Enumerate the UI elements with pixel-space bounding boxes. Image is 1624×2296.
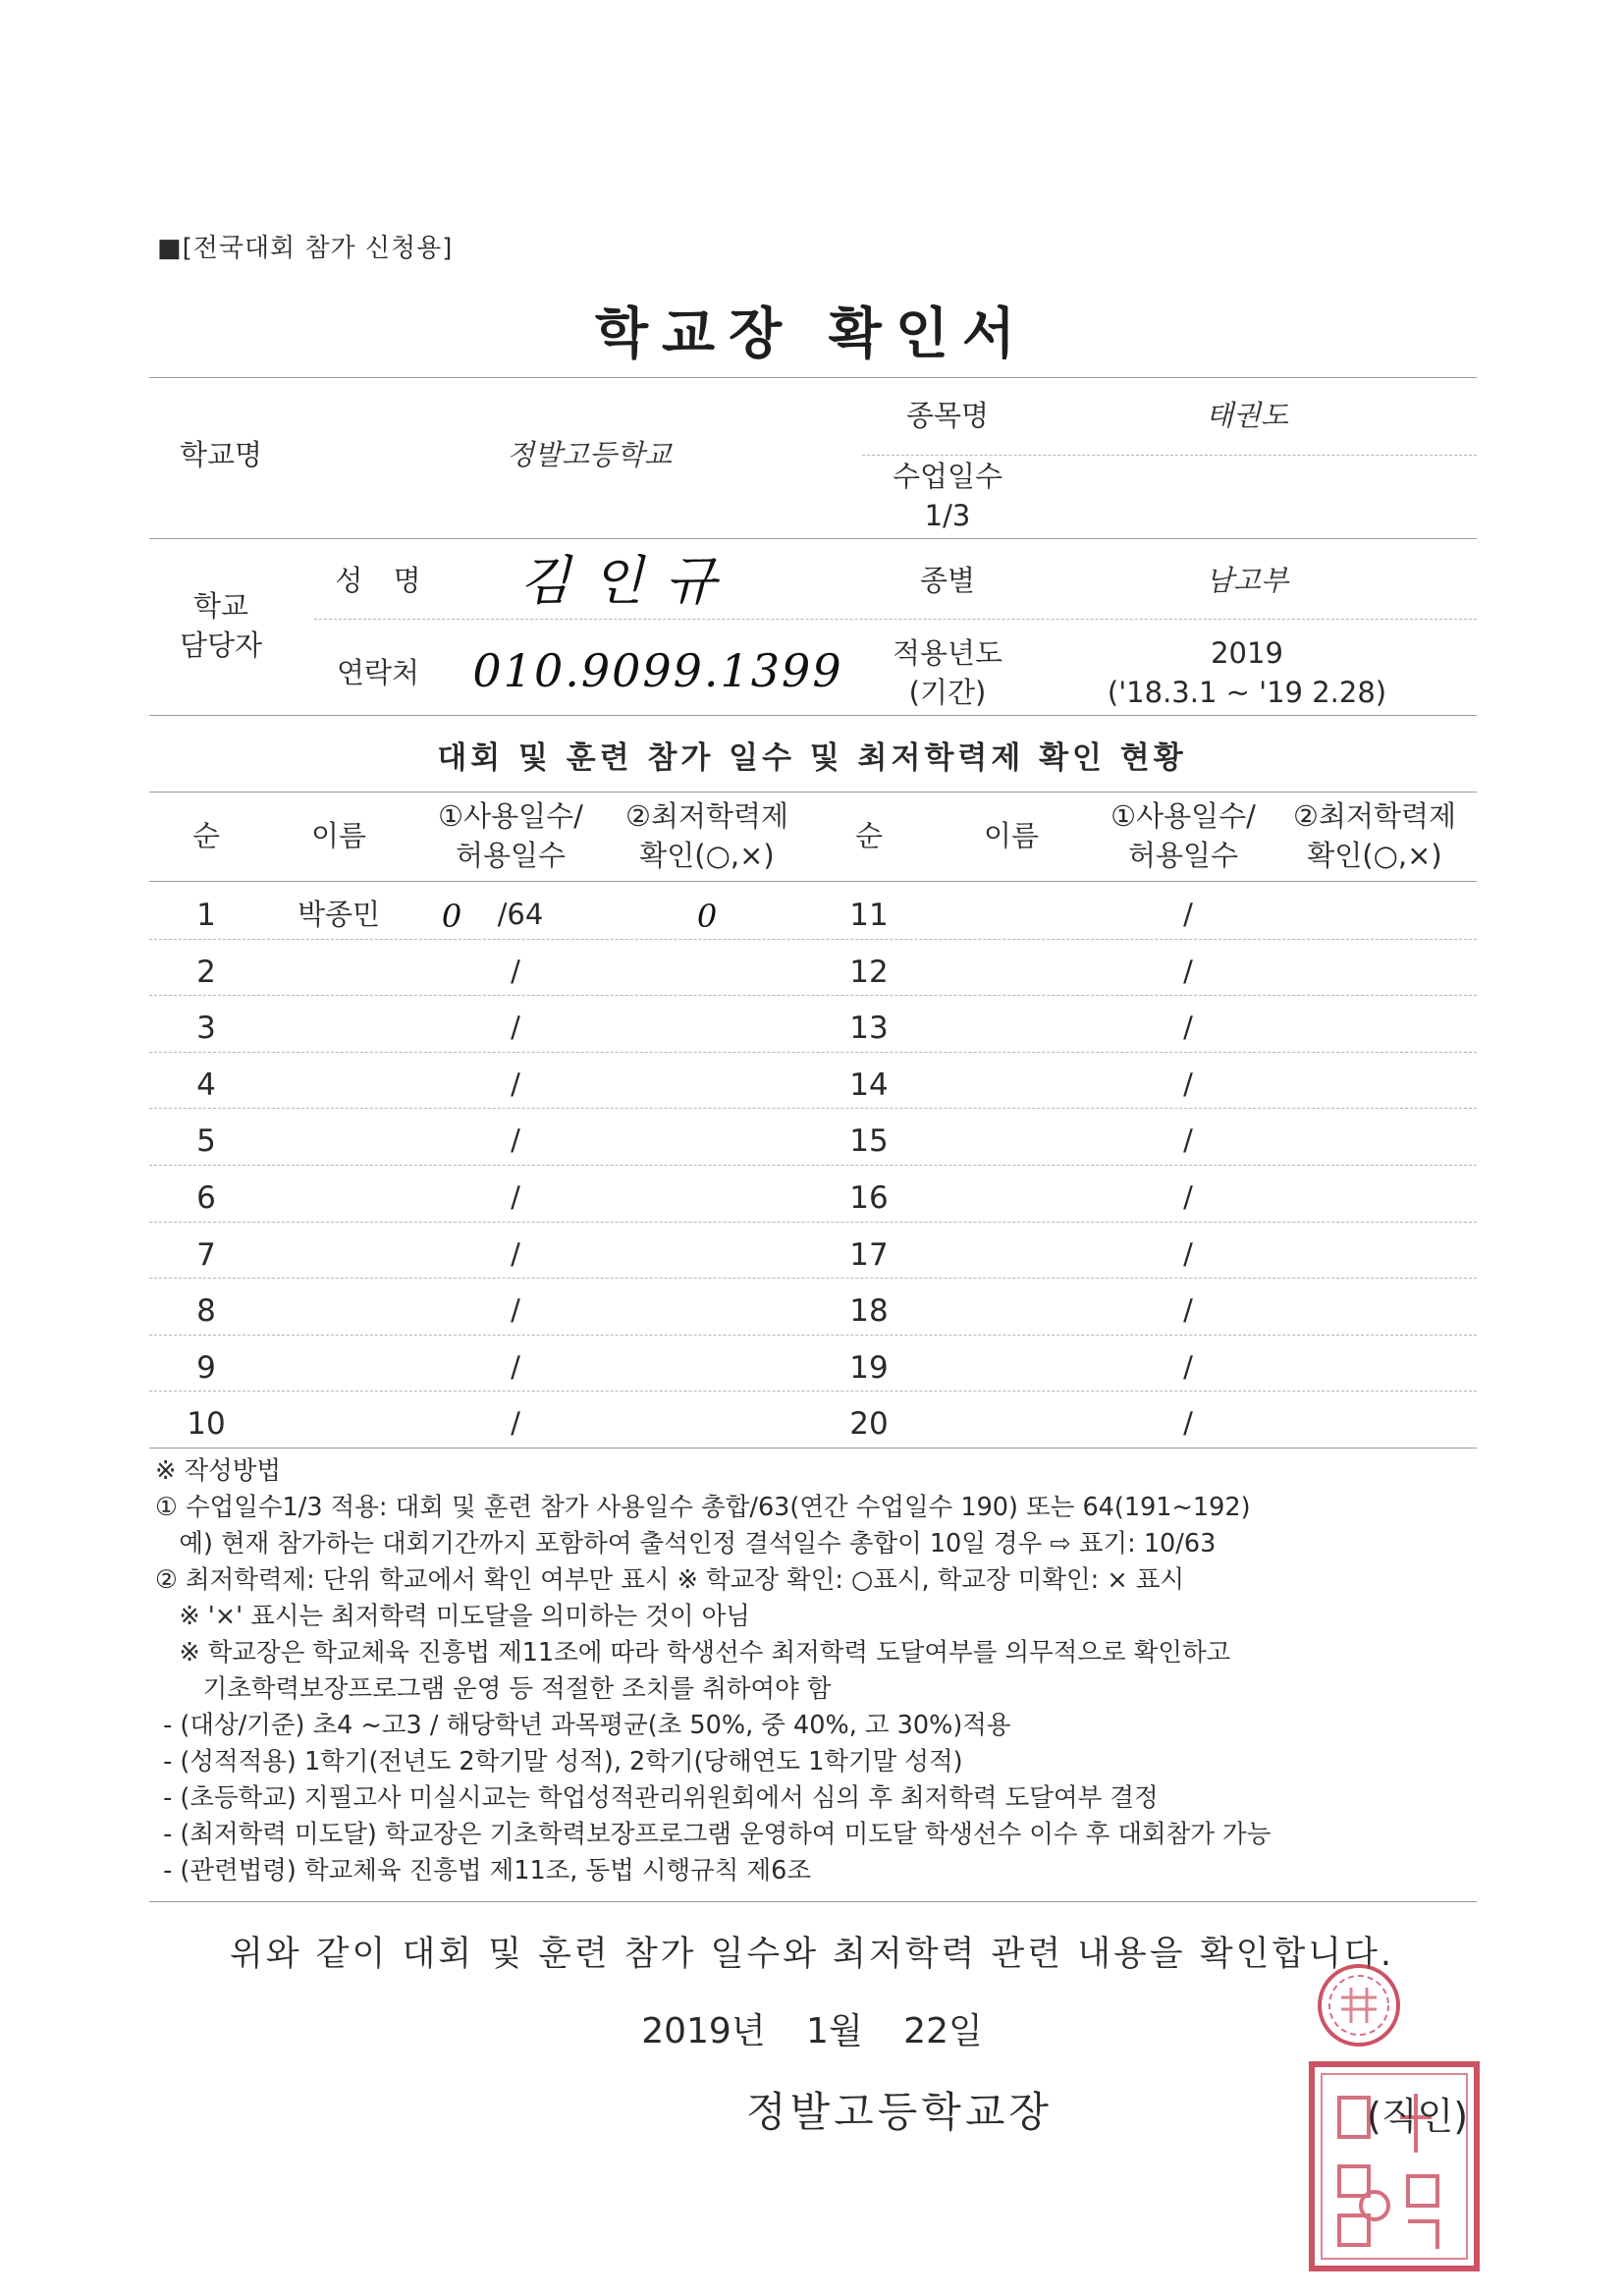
row-number: 15 — [849, 1123, 889, 1160]
instructions — [155, 1453, 1490, 1889]
row-allowed-days: / — [1183, 1180, 1193, 1214]
principal-name: 정발고등학교장 — [746, 2088, 1054, 2136]
instruction-line: - (최저학력 미도달) 학교장은 기초학력보장프로그램 운영하여 미도달 학생선수 이수 후 대회참가 가능 — [155, 1820, 1272, 1849]
year-period-label: (기간) — [908, 676, 987, 709]
row-allowed-days: / — [1183, 1293, 1193, 1328]
round-seal-icon — [1312, 1958, 1406, 2052]
instruction-line: - (대상/기준) 초4 ~고3 / 해당학년 과목평균(초 50%, 중 40%, 고 30%)적용 — [155, 1711, 1011, 1740]
manager-label-1: 학교 — [192, 589, 249, 623]
row-number: 2 — [196, 954, 216, 990]
row-number: 16 — [849, 1180, 889, 1216]
instruction-line: 예) 현재 참가하는 대회기간까지 포함하여 출석인정 결석일수 총합이 10일 경우 ⇨ 표기: 10/63 — [155, 1529, 1217, 1558]
col-name: 이름 — [310, 819, 367, 852]
row-allowed-days: / — [511, 1293, 520, 1328]
school-name-label: 학교명 — [179, 438, 263, 471]
school-name-value: 정발고등학교 — [506, 438, 673, 471]
row-allowed-days: / — [511, 1406, 520, 1441]
divider — [149, 715, 1477, 716]
sport-value: 태권도 — [1205, 399, 1289, 432]
divider — [149, 1901, 1477, 1902]
row-used-days: 0 — [441, 898, 462, 935]
row-check: 0 — [696, 898, 718, 935]
col-no: 순 — [191, 819, 220, 852]
row-number: 4 — [196, 1066, 216, 1103]
manager-label-2: 담당자 — [179, 629, 263, 662]
row-number: 20 — [849, 1406, 889, 1443]
row-allowed-days: / — [511, 1123, 520, 1158]
row-allowed-days: /64 — [497, 898, 544, 931]
row-number: 13 — [849, 1011, 889, 1047]
sport-label: 종목명 — [905, 399, 990, 432]
col-check-1: ②최저학력제 — [624, 799, 789, 833]
row-allowed-days: / — [1183, 1349, 1193, 1384]
row-divider — [149, 939, 1477, 940]
row-number: 7 — [196, 1236, 216, 1273]
row-allowed-days: / — [511, 954, 520, 988]
row-number: 1 — [196, 898, 216, 933]
instruction-line: 기초학력보장프로그램 운영 등 적절한 조치를 취하여야 함 — [155, 1674, 832, 1704]
col-check-1-right: ②최저학력제 — [1292, 799, 1457, 833]
table-top-border — [149, 792, 1477, 793]
row-number: 8 — [196, 1293, 216, 1330]
division-label: 종별 — [919, 564, 976, 597]
instruction-line: - (관련법령) 학교체육 진흥법 제11조, 동법 시행규칙 제6조 — [155, 1856, 812, 1886]
row-allowed-days: / — [1183, 1011, 1193, 1045]
row-allowed-days: / — [1183, 1123, 1193, 1158]
divider — [149, 538, 1477, 539]
col-days-2: 허용일수 — [455, 839, 567, 872]
row-divider — [149, 1335, 1477, 1336]
col-days-1: ①사용일수/ — [438, 799, 583, 833]
divider — [314, 619, 1477, 620]
instruction-line: - (성적적용) 1학기(전년도 2학기말 성적), 2학기(당해연도 1학기말 성적) — [155, 1747, 963, 1777]
row-allowed-days: / — [1183, 1236, 1193, 1271]
year-label: 적용년도 — [892, 636, 1003, 670]
signature-date: 2019년 1월 22일 — [641, 2011, 983, 2051]
instruction-line: ① 수업일수1/3 적용: 대회 및 훈련 참가 사용일수 총합/63(연간 수업일수 190) 또는 64(191~192) — [155, 1493, 1251, 1522]
row-number: 5 — [196, 1123, 216, 1160]
row-divider — [149, 1052, 1477, 1053]
confirmation-text: 위와 같이 대회 및 훈련 참가 일수와 최저학력 관련 내용을 확인합니다. — [229, 1935, 1395, 1974]
document-title: 학교장 확인서 — [594, 302, 1030, 366]
instruction-line: - (초등학교) 지필고사 미실시교는 학업성적관리위원회에서 심의 후 최저학력 도달여부 결정 — [155, 1783, 1159, 1813]
contact-value: 010.9099.1399 — [472, 644, 843, 697]
row-number: 3 — [196, 1011, 216, 1047]
row-number: 19 — [849, 1349, 889, 1386]
row-name: 박종민 — [297, 898, 381, 931]
row-number: 17 — [849, 1236, 889, 1273]
row-divider — [149, 1222, 1477, 1223]
row-number: 18 — [849, 1293, 889, 1330]
instruction-line: ※ 학교장은 학교체육 진흥법 제11조에 따라 학생선수 최저학력 도달여부를 의무적으로 확인하고 — [155, 1638, 1231, 1667]
col-check-2: 확인(○,×) — [639, 839, 775, 872]
col-name-right: 이름 — [983, 819, 1040, 852]
form-tag: ■[전국대회 참가 신청용] — [157, 234, 454, 263]
row-number: 6 — [196, 1180, 216, 1216]
row-allowed-days: / — [511, 1066, 520, 1101]
name-label: 성 명 — [335, 564, 421, 597]
row-allowed-days: / — [1183, 954, 1193, 988]
table-header-border — [149, 881, 1477, 882]
manager-name-value: 김인규 — [518, 550, 738, 612]
section-title: 대회 및 훈련 참가 일수 및 최저학력제 확인 현황 — [437, 740, 1187, 776]
row-number: 9 — [196, 1349, 216, 1386]
col-days-1-right: ①사용일수/ — [1110, 799, 1256, 833]
row-allowed-days: / — [1183, 898, 1193, 931]
divider — [149, 377, 1477, 378]
row-divider — [149, 1108, 1477, 1109]
row-allowed-days: / — [511, 1011, 520, 1045]
col-check-2-right: 확인(○,×) — [1307, 839, 1442, 872]
row-allowed-days: / — [1183, 1066, 1193, 1101]
division-value: 남고부 — [1205, 564, 1289, 597]
contact-label: 연락처 — [336, 656, 420, 689]
row-divider — [149, 995, 1477, 996]
period-value: ('18.3.1 ~ '19 2.28) — [1107, 676, 1387, 709]
row-divider — [149, 1448, 1477, 1449]
row-number: 10 — [187, 1406, 226, 1443]
row-allowed-days: / — [511, 1180, 520, 1214]
row-allowed-days: / — [1183, 1406, 1193, 1441]
year-value: 2019 — [1211, 636, 1283, 670]
row-divider — [149, 1391, 1477, 1392]
row-allowed-days: / — [511, 1349, 520, 1384]
col-days-2-right: 허용일수 — [1127, 839, 1239, 872]
class-days-label: 수업일수 — [892, 460, 1003, 493]
row-divider — [149, 1278, 1477, 1279]
instruction-line: ② 최저학력제: 단위 학교에서 확인 여부만 표시 ※ 학교장 확인: ○표시, 학교장 미확인: × 표시 — [155, 1565, 1185, 1595]
row-allowed-days: / — [511, 1236, 520, 1271]
divider — [862, 455, 1477, 456]
row-number: 14 — [849, 1066, 889, 1103]
class-days-ratio: 1/3 — [924, 499, 971, 532]
col-no-right: 순 — [854, 819, 883, 852]
row-number: 11 — [849, 898, 889, 933]
row-number: 12 — [849, 954, 889, 990]
instruction-line: ※ '×' 표시는 최저학력 미도달을 의미하는 것이 아님 — [155, 1602, 750, 1631]
seal-label: (직인) — [1367, 2095, 1469, 2138]
instructions-heading: ※ 작성방법 — [155, 1456, 282, 1486]
row-divider — [149, 1165, 1477, 1166]
